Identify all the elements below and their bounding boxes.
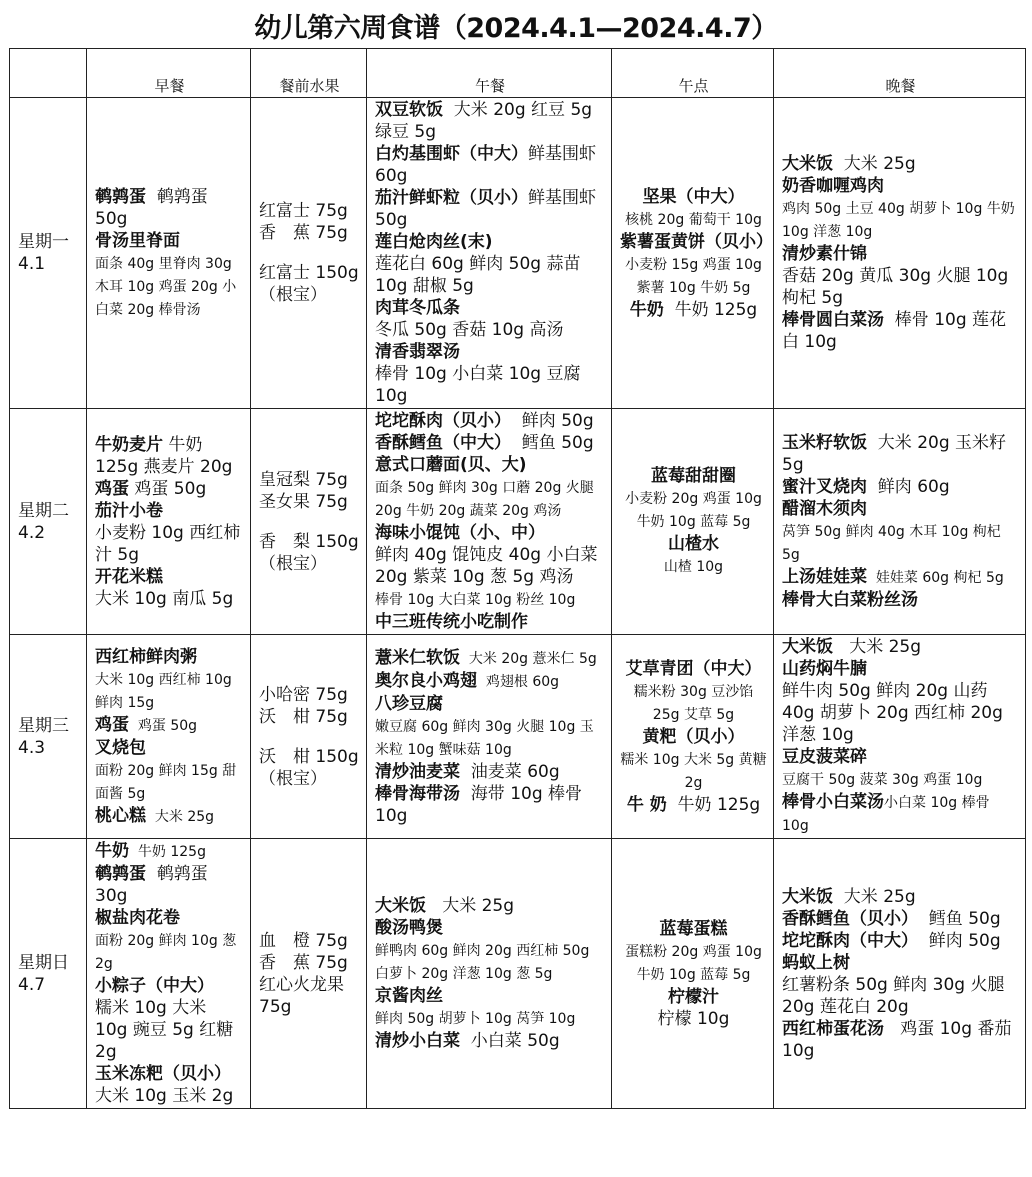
dish-name: 坨坨酥肉（贝小） — [375, 411, 511, 431]
menu-item — [95, 230, 244, 252]
menu-item — [95, 186, 244, 230]
dish-name: 奶香咖喱鸡肉 — [782, 176, 884, 196]
date-label: 4.7 — [18, 974, 46, 995]
menu-item — [375, 253, 605, 297]
menu-item — [782, 566, 1019, 589]
date-label: 4.2 — [18, 522, 46, 543]
ingredients: 牛奶 125g — [663, 299, 758, 320]
menu-item — [782, 908, 1019, 930]
header-lunch: 午餐 — [367, 49, 612, 98]
fruit-cell — [251, 409, 367, 635]
dish-name: 清香翡翠汤 — [375, 342, 460, 362]
dish-name: 大米饭 — [782, 886, 833, 907]
dish-name: 上汤娃娃菜 — [782, 567, 867, 587]
menu-item — [375, 476, 605, 522]
dish-name: 意式口蘑面(贝、大) — [375, 455, 527, 475]
lunch-cell — [367, 98, 612, 409]
menu-item — [620, 940, 767, 986]
menu-item — [782, 197, 1019, 243]
menu-item — [95, 1085, 244, 1107]
dish-name: 茄汁鲜虾粒（贝小） — [375, 188, 528, 208]
spacer — [259, 244, 360, 262]
fruit-item: 沃 柑 75g — [259, 706, 348, 727]
menu-item — [620, 533, 767, 555]
dish-name: 坨坨酥肉（中大） — [782, 930, 918, 951]
day-label: 星期日 — [18, 952, 69, 973]
page-title: 幼儿第六周食谱（2024.4.1—2024.4.7） — [254, 13, 778, 44]
dish-name: 蚂蚁上树 — [782, 952, 850, 973]
dish-name: 大米饭 — [782, 154, 833, 174]
dish-name: 醋溜木须肉 — [782, 499, 867, 519]
ingredients: 面粉 20g 鲜肉 15g 甜面酱 5g — [95, 762, 237, 802]
menu-item — [375, 611, 605, 633]
ingredients: 大米 10g 南瓜 5g — [95, 588, 234, 609]
fruit-cell — [251, 98, 367, 409]
day-cell — [10, 409, 87, 635]
header-row — [10, 49, 1026, 98]
ingredients: 大米 25g — [146, 808, 215, 825]
dinner-cell — [774, 635, 1026, 839]
menu-item — [95, 714, 244, 737]
day-row — [10, 98, 1026, 409]
dish-name: 莲白炝肉丝(末) — [375, 232, 493, 252]
ingredients: 海带 10g 棒骨 10g — [375, 783, 588, 826]
ingredients: 鳕鱼 50g — [511, 433, 594, 453]
lunch-cell — [367, 409, 612, 635]
dish-name: 山楂水 — [668, 534, 719, 554]
menu-item — [95, 907, 244, 929]
menu-item — [95, 668, 244, 714]
ingredients: 鹌鹑蛋 50g — [95, 186, 214, 229]
dish-name: 骨汤里脊面 — [95, 230, 180, 251]
ingredients: 大米 25g — [833, 886, 916, 907]
menu-item — [95, 997, 244, 1063]
menu-item — [620, 1008, 767, 1030]
dish-name: 艾草青团（中大） — [625, 658, 762, 679]
ingredients: 面条 40g 里脊肉 30g 木耳 10g 鸡蛋 20g 小白菜 20g 棒骨汤 — [95, 255, 237, 318]
menu-item — [375, 647, 605, 670]
ingredients: 糯米 10g 大米 10g 豌豆 5g 红糖 2g — [95, 998, 239, 1062]
menu-item — [620, 986, 767, 1008]
dish-name: 牛奶麦片 — [95, 434, 163, 455]
date-label: 4.1 — [18, 254, 46, 274]
header-blank — [10, 49, 87, 98]
ingredients: 莲花白 60g 鲜肉 50g 蒜苗 10g 甜椒 5g — [375, 254, 586, 296]
dish-name: 奥尔良小鸡翅 — [375, 670, 477, 691]
day-label: 星期三 — [18, 715, 69, 736]
dish-name: 棒骨大白菜粉丝汤 — [782, 590, 918, 610]
ingredients: 鸡肉 50g 土豆 40g 胡萝卜 10g 牛奶 10g 洋葱 10g — [782, 201, 1020, 240]
dish-name: 豆皮菠菜碎 — [782, 747, 867, 767]
menu-item — [375, 231, 605, 253]
dish-name: 清炒小白菜 — [375, 1031, 460, 1051]
menu-item — [375, 1030, 605, 1052]
dish-name: 蜜汁叉烧肉 — [782, 477, 867, 497]
fruit-item: 红心火龙果 75g — [259, 974, 344, 1017]
dish-name: 薏米仁软饭 — [375, 647, 460, 668]
ingredients: 核桃 20g 葡萄干 10g — [625, 211, 762, 228]
ingredients: 柠檬 10g — [657, 1008, 730, 1029]
ingredients: 大米 10g 玉米 2g — [95, 1086, 234, 1106]
ingredients: 鲜肉 50g — [918, 930, 1001, 951]
fruit-item: 香 蕉 75g — [259, 223, 348, 243]
menu-item — [375, 588, 605, 611]
menu-item — [782, 636, 1019, 658]
header-snack: 午点 — [612, 49, 774, 98]
dish-name: 鹌鹑蛋 — [95, 186, 146, 207]
menu-item — [375, 432, 605, 454]
day-label: 星期二 — [18, 500, 69, 521]
menu-item — [782, 658, 1019, 680]
menu-table — [9, 48, 1026, 1109]
ingredients: 小白菜 50g — [460, 1031, 560, 1051]
dish-name: 蓝莓甜甜圈 — [651, 466, 736, 486]
ingredients: 小麦粉 20g 鸡蛋 10g 牛奶 10g 蓝莓 5g — [625, 491, 767, 530]
day-row — [10, 635, 1026, 839]
menu-item — [620, 253, 767, 299]
menu-item — [782, 589, 1019, 611]
dish-name: 山药焖牛腩 — [782, 659, 867, 679]
ingredients: 娃娃菜 60g 枸杞 5g — [867, 570, 1004, 586]
menu-item — [375, 985, 605, 1007]
menu-item — [620, 208, 767, 231]
menu-item — [375, 783, 605, 827]
dinner-cell — [774, 839, 1026, 1109]
dish-name: 紫薯蛋黄饼（贝小） — [620, 231, 773, 252]
menu-item — [782, 746, 1019, 768]
fruit-item: 圣女果 75g — [259, 491, 348, 512]
dish-name: 小粽子（中大） — [95, 976, 214, 996]
menu-item — [375, 187, 605, 231]
menu-item — [95, 840, 244, 863]
menu-item — [620, 726, 767, 748]
dish-name: 坚果（中大） — [642, 186, 745, 207]
ingredients: 莴笋 50g 鲜肉 40g 木耳 10g 枸杞 5g — [782, 524, 1006, 563]
breakfast-cell — [87, 98, 251, 409]
header-dinner: 晚餐 — [774, 49, 1026, 98]
menu-item — [620, 794, 767, 816]
fruit-cell — [251, 635, 367, 839]
dish-name: 桃心糕 — [95, 805, 146, 826]
ingredients: 油麦菜 60g — [460, 761, 560, 782]
day-row — [10, 409, 1026, 635]
dish-name: 香酥鳕鱼（中大） — [375, 433, 511, 453]
ingredients: 山楂 10g — [663, 559, 724, 575]
fruit-item: 皇冠梨 75g — [259, 469, 348, 490]
dish-name: 鸡蛋 — [95, 478, 129, 499]
dish-name: 棒骨圆白菜汤 — [782, 310, 884, 330]
menu-item — [782, 476, 1019, 498]
menu-item — [95, 252, 244, 321]
ingredients: 大米 10g 西红柿 10g 鲜肉 15g — [95, 671, 237, 711]
menu-item — [95, 434, 244, 478]
menu-item — [620, 465, 767, 487]
ingredients: 鲜肉 50g 胡萝卜 10g 莴笋 10g — [375, 1011, 576, 1027]
menu-item — [95, 975, 244, 997]
dish-name: 蓝莓蛋糕 — [659, 918, 728, 939]
menu-item — [620, 658, 767, 680]
ingredients: 棒骨 10g 莲花白 10g — [782, 310, 1007, 352]
menu-item — [375, 363, 605, 407]
fruit-item: 红富士 150g（根宝） — [259, 263, 359, 305]
dish-name: 牛奶 — [629, 299, 664, 320]
dish-name: 中三班传统小吃制作 — [375, 612, 528, 632]
spacer — [259, 513, 360, 531]
ingredients: 鹌鹑蛋 30g — [95, 864, 214, 906]
dish-name: 开花米糕 — [95, 566, 163, 587]
ingredients: 大米 20g 薏米仁 5g — [460, 650, 597, 667]
ingredients: 小白菜 10g 棒骨 10g — [782, 795, 995, 834]
menu-item — [782, 952, 1019, 974]
snack-cell — [612, 409, 774, 635]
dish-name: 香酥鳕鱼（贝小） — [782, 908, 918, 929]
ingredients: 鲜基围虾 50g — [375, 188, 602, 230]
day-cell — [10, 839, 87, 1109]
menu-item — [782, 265, 1019, 309]
menu-item — [95, 500, 244, 522]
snack-cell — [612, 98, 774, 409]
menu-item — [375, 143, 605, 187]
menu-item — [620, 299, 767, 321]
dish-name: 西红柿蛋花汤 — [782, 1018, 884, 1039]
date-label: 4.3 — [18, 737, 46, 758]
menu-item — [375, 761, 605, 783]
dish-name: 棒骨海带汤 — [375, 783, 460, 804]
menu-item — [782, 680, 1019, 746]
menu-item — [375, 1007, 605, 1030]
fruit-item: 红富士 75g — [259, 201, 348, 221]
menu-item — [620, 918, 767, 940]
menu-item — [620, 487, 767, 533]
menu-item — [782, 498, 1019, 520]
menu-item — [620, 186, 767, 208]
menu-item — [782, 520, 1019, 566]
header-breakfast: 早餐 — [87, 49, 251, 98]
menu-item — [375, 410, 605, 432]
dish-name: 黄粑（贝小） — [642, 726, 745, 747]
ingredients: 鸡蛋 10g 番茄 10g — [782, 1018, 1017, 1061]
ingredients: 牛奶 125g 燕麦片 20g — [95, 434, 233, 477]
ingredients: 豆腐干 50g 菠菜 30g 鸡蛋 10g — [782, 772, 983, 788]
snack-cell — [612, 635, 774, 839]
breakfast-cell — [87, 635, 251, 839]
ingredients: 大米 20g 红豆 5g 绿豆 5g — [375, 100, 598, 142]
menu-item — [782, 974, 1019, 1018]
menu-item — [782, 930, 1019, 952]
menu-item — [95, 737, 244, 759]
dish-name: 西红柿鲜肉粥 — [95, 646, 197, 667]
ingredients: 糯米粉 30g 豆沙馅 25g 艾草 5g — [633, 683, 758, 723]
menu-item — [95, 805, 244, 828]
menu-item — [95, 1063, 244, 1085]
day-row — [10, 839, 1026, 1109]
menu-item — [375, 670, 605, 693]
ingredients: 大米 20g 玉米籽 5g — [782, 433, 1012, 475]
dish-name: 清炒素什锦 — [782, 244, 867, 264]
menu-item — [782, 175, 1019, 197]
ingredients: 嫩豆腐 60g 鲜肉 30g 火腿 10g 玉米粒 10g 蟹味菇 10g — [375, 718, 594, 758]
ingredients: 小麦粉 10g 西红柿汁 5g — [95, 522, 241, 565]
menu-item — [620, 555, 767, 578]
dish-name: 海味小馄饨（小、中） — [375, 523, 545, 543]
dish-name: 白灼基围虾（中大） — [375, 144, 528, 164]
ingredients: 牛奶 125g — [666, 794, 761, 815]
ingredients: 鲜肉 60g — [867, 477, 950, 497]
ingredients: 小麦粉 15g 鸡蛋 10g 紫薯 10g 牛奶 5g — [625, 256, 767, 296]
menu-item — [782, 886, 1019, 908]
ingredients: 蛋糕粉 20g 鸡蛋 10g 牛奶 10g 蓝莓 5g — [625, 943, 767, 983]
menu-item — [782, 153, 1019, 175]
dish-name: 酸汤鸭煲 — [375, 918, 443, 938]
ingredients: 红薯粉条 50g 鲜肉 30g 火腿 20g 莲花白 20g — [782, 974, 1010, 1017]
menu-item — [782, 243, 1019, 265]
dish-name: 大米饭 — [782, 637, 833, 657]
menu-item — [620, 680, 767, 726]
breakfast-cell — [87, 839, 251, 1109]
ingredients: 棒骨 10g 大白菜 10g 粉丝 10g — [375, 592, 576, 608]
menu-item — [375, 99, 605, 143]
ingredients: 鲜肉 40g 馄饨皮 40g 小白菜 20g 紫菜 10g 葱 5g 鸡汤 — [375, 545, 603, 587]
dish-name: 叉烧包 — [95, 737, 146, 758]
spacer — [259, 728, 360, 746]
menu-item — [95, 646, 244, 668]
ingredients: 鲜牛肉 50g 鲜肉 20g 山药 40g 胡萝卜 20g 西红柿 20g 洋葱 10g — [782, 681, 1009, 745]
menu-item — [375, 522, 605, 544]
fruit-cell — [251, 839, 367, 1109]
dish-name: 棒骨小白菜汤 — [782, 792, 884, 812]
dish-name: 玉米籽软饭 — [782, 433, 867, 453]
ingredients: 鲜鸭肉 60g 鲜肉 20g 西红柿 50g 白萝卜 20g 洋葱 10g 葱 5g — [375, 943, 594, 982]
day-label: 星期一 — [18, 232, 69, 252]
menu-item — [782, 432, 1019, 476]
breakfast-cell — [87, 409, 251, 635]
ingredients: 鸡蛋 50g — [129, 478, 207, 499]
ingredients: 面条 50g 鲜肉 30g 口蘑 20g 火腿 20g 牛奶 20g 蔬菜 20g 鸡汤 — [375, 480, 599, 519]
dish-name: 鹌鹑蛋 — [95, 864, 146, 884]
ingredients: 鸡翅根 60g — [477, 673, 560, 690]
ingredients: 糯米 10g 大米 5g 黄糖 2g — [620, 751, 772, 791]
fruit-item: 小哈密 75g — [259, 684, 348, 705]
day-cell — [10, 98, 87, 409]
menu-item — [375, 939, 605, 985]
menu-item — [782, 791, 1019, 837]
ingredients: 鲜基围虾 60g — [375, 144, 602, 186]
menu-item — [95, 863, 244, 907]
lunch-cell — [367, 635, 612, 839]
snack-cell — [612, 839, 774, 1109]
fruit-item: 血 橙 75g — [259, 930, 348, 951]
dish-name: 大米饭 — [375, 896, 426, 916]
fruit-item: 香 梨 150g（根宝） — [259, 531, 359, 574]
lunch-cell — [367, 839, 612, 1109]
menu-item — [375, 917, 605, 939]
menu-item — [95, 929, 244, 975]
menu-item — [782, 309, 1019, 353]
fruit-item: 香 蕉 75g — [259, 952, 348, 973]
dish-name: 肉茸冬瓜条 — [375, 298, 460, 318]
menu-item — [95, 478, 244, 500]
dish-name: 清炒油麦菜 — [375, 761, 460, 782]
ingredients: 面粉 20g 鲜肉 10g 葱 2g — [95, 933, 241, 972]
menu-item — [95, 566, 244, 588]
menu-item — [782, 1018, 1019, 1062]
menu-item — [782, 768, 1019, 791]
dish-name: 玉米冻粑（贝小） — [95, 1064, 231, 1084]
menu-item — [620, 231, 773, 253]
ingredients: 棒骨 10g 小白菜 10g 豆腐 10g — [375, 364, 586, 406]
header-fruit: 餐前水果 — [251, 49, 367, 98]
menu-item — [95, 588, 244, 610]
ingredients: 大米 25g — [833, 154, 916, 174]
dish-name: 双豆软饭 — [375, 100, 443, 120]
menu-item — [375, 297, 605, 319]
menu-item — [95, 759, 244, 805]
ingredients: 香菇 20g 黄瓜 30g 火腿 10g 枸杞 5g — [782, 266, 1014, 308]
ingredients: 鸡蛋 50g — [129, 717, 198, 734]
ingredients: 牛奶 125g — [129, 844, 206, 860]
ingredients: 大米 25g — [426, 896, 515, 916]
ingredients: 鳕鱼 50g — [918, 908, 1001, 929]
dish-name: 椒盐肉花卷 — [95, 908, 180, 928]
dish-name: 柠檬汁 — [668, 986, 719, 1007]
dish-name: 京酱肉丝 — [375, 986, 443, 1006]
menu-item — [375, 895, 605, 917]
menu-item — [375, 544, 605, 588]
menu-item — [620, 748, 772, 794]
day-cell — [10, 635, 87, 839]
ingredients: 冬瓜 50g 香菇 10g 高汤 — [375, 320, 564, 340]
menu-item — [375, 454, 605, 476]
menu-item — [375, 715, 605, 761]
fruit-item: 沃 柑 150g（根宝） — [259, 746, 359, 789]
menu-item — [375, 341, 605, 363]
dish-name: 鸡蛋 — [95, 714, 129, 735]
menu-item — [375, 693, 605, 715]
dinner-cell — [774, 98, 1026, 409]
ingredients: 鲜肉 50g — [511, 411, 594, 431]
dish-name: 牛 奶 — [626, 794, 667, 815]
ingredients: 大米 25g — [833, 637, 922, 657]
dish-name: 牛奶 — [95, 841, 129, 861]
menu-item — [95, 522, 244, 566]
menu-item — [375, 319, 605, 341]
dish-name: 茄汁小卷 — [95, 500, 163, 521]
dinner-cell — [774, 409, 1026, 635]
dish-name: 八珍豆腐 — [375, 693, 443, 714]
